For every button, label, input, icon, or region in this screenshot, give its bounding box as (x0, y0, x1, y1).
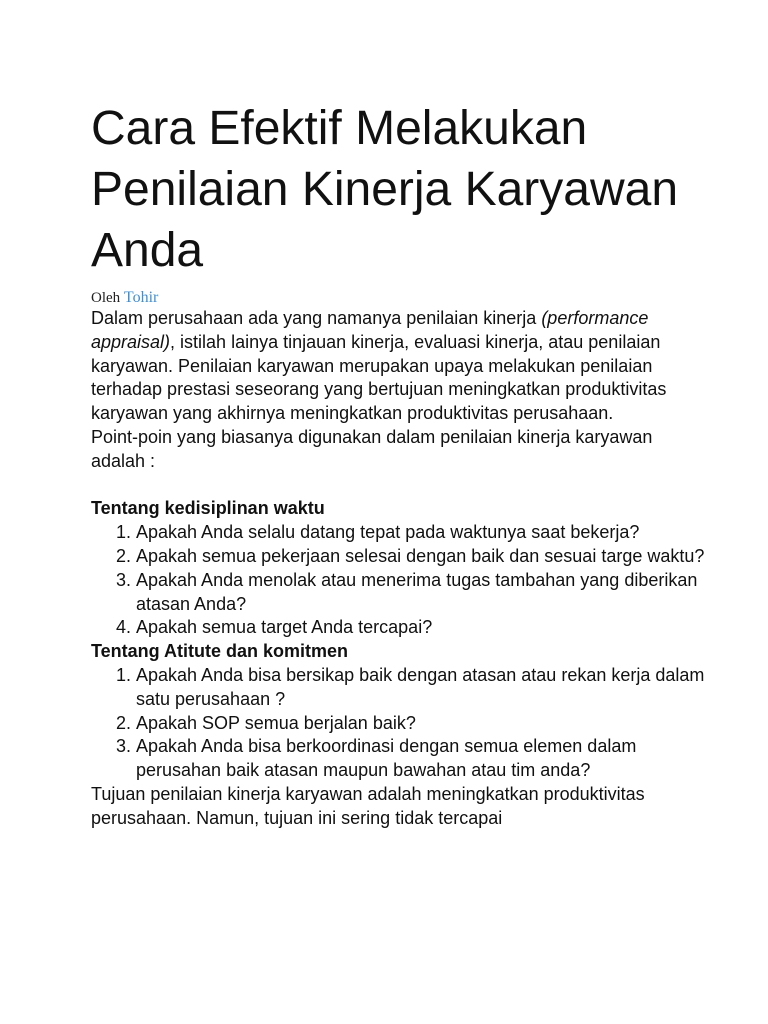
list-item: 4. Apakah semua target Anda tercapai? (136, 616, 708, 640)
attitude-question-list (91, 664, 708, 783)
list-item: 2. Apakah SOP semua berjalan baik? (136, 712, 708, 736)
discipline-question-list (91, 521, 708, 640)
list-item: 3. Apakah Anda bisa berkoordinasi dengan semua elemen dalam perusahan baik atasan maupun bawahan atau tim anda? (136, 735, 708, 783)
section-heading-discipline: Tentang kedisiplinan waktu (91, 498, 325, 519)
list-item: 3. Apakah Anda menolak atau menerima tugas tambahan yang diberikan atasan Anda? (136, 569, 708, 617)
intro-text-start: Dalam perusahaan ada yang namanya penilaian kinerja (91, 308, 542, 328)
list-item: 1. Apakah Anda bisa bersikap baik dengan atasan atau rekan kerja dalam satu perusahaan ? (136, 664, 708, 712)
section-heading-attitude: Tentang Atitute dan komitmen (91, 641, 349, 662)
closing-paragraph: Tujuan penilaian kinerja karyawan adalah meningkatkan produktivitas perusahaan. Namun, tujuan ini sering tidak tercapai (91, 783, 645, 828)
list-item: 1. Apakah Anda selalu datang tepat pada waktunya saat bekerja? (136, 521, 708, 545)
byline (91, 289, 708, 307)
list-item: 2. Apakah semua pekerjaan selesai dengan baik dan sesuai targe waktu? (136, 545, 708, 569)
author-link[interactable]: Tohir (123, 289, 159, 306)
intro-paragraph (91, 307, 708, 426)
spacer (91, 474, 708, 498)
intro-text-end: , istilah lainya tinjauan kinerja, evaluasi kinerja, atau penilaian karyawan. Penilaian karyawan merupakan upaya melakukan penilaian terhadap prestasi seseorang yang bertujuan meningkatkan produktivitas karyawan yang akhirnya meningkatkan produktivitas perusahaan. (91, 331, 667, 424)
article-title: Cara Efektif Melakukan Penilaian Kinerja Karyawan Anda (91, 102, 679, 277)
intro-italic-term: (performance appraisal) (91, 308, 649, 352)
byline-prefix: Oleh (91, 290, 121, 306)
points-intro-paragraph: Point-poin yang biasanya digunakan dalam penilaian kinerja karyawan adalah : (91, 426, 653, 471)
